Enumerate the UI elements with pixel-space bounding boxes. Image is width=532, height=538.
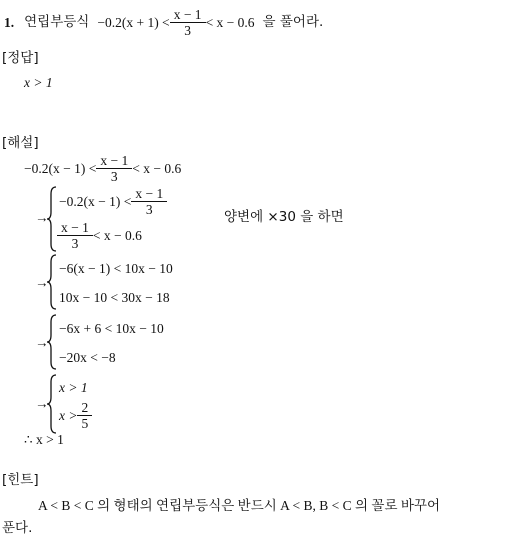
system1-b-frac-den: 3	[57, 235, 93, 251]
arrow-4: →	[35, 396, 49, 411]
brace-4	[46, 374, 58, 434]
solution-line1-left: −0.2(x − 1) <	[24, 161, 97, 177]
hint-label: [힌트]	[2, 472, 39, 488]
system4-line-a: x > 1	[59, 380, 88, 395]
system4-b-frac-den: 5	[77, 415, 92, 431]
system2-line-b: 10x − 10 < 30x − 18	[59, 290, 170, 305]
solution-line1-fraction	[98, 154, 130, 184]
system3-line-a: −6x + 6 < 10x − 10	[59, 321, 164, 336]
answer-label: [정답]	[2, 50, 39, 66]
solution-line1-frac-num: x − 1	[100, 152, 129, 168]
system1-a-fraction	[133, 187, 165, 217]
system1-line-b	[57, 220, 142, 252]
problem-fraction	[172, 8, 204, 38]
brace-3	[46, 314, 58, 370]
problem-right-expr: < x − 0.6	[205, 15, 255, 31]
system4-b-fraction	[79, 401, 90, 431]
hint-line-1: A < B < C 의 형태의 연립부등식은 반드시 A < B, B < C 의 꼴로 바꾸어	[38, 498, 441, 513]
system1-line-a	[59, 186, 167, 218]
problem-suffix: 을 풀어라.	[262, 14, 324, 31]
problem-frac-num: x − 1	[173, 6, 202, 22]
system1-b-fraction	[59, 221, 91, 251]
system1-a-frac-den: 3	[131, 201, 167, 217]
hint-line-2: 푼다.	[2, 520, 33, 536]
arrow-1: →	[35, 210, 49, 225]
problem-number: 1.	[4, 15, 15, 31]
solution-line1-right: < x − 0.6	[132, 161, 182, 177]
system4-b-left: x >	[59, 408, 78, 424]
solution-label: [해설]	[2, 135, 39, 151]
system1-note: 양변에 ×30 을 하면	[224, 209, 344, 225]
system1-b-right: < x − 0.6	[92, 228, 142, 244]
system3-line-b: −20x < −8	[59, 350, 116, 365]
system4-line-b	[59, 398, 92, 434]
problem-left-expr: −0.2(x + 1) <	[97, 15, 170, 31]
solution-line1	[24, 150, 181, 188]
problem-statement	[4, 8, 323, 38]
system1-a-frac-num: x − 1	[135, 185, 164, 201]
brace-2	[46, 254, 58, 310]
therefore-line: ∴ x > 1	[24, 432, 64, 447]
problem-frac-den: 3	[170, 22, 206, 38]
system4-b-frac-num: 2	[81, 399, 89, 415]
arrow-2: →	[35, 275, 49, 290]
system1-b-frac-num: x − 1	[61, 219, 89, 235]
solution-line1-frac-den: 3	[96, 168, 132, 184]
problem-prefix: 연립부등식	[24, 14, 90, 31]
answer-value: x > 1	[24, 75, 53, 90]
arrow-3: →	[35, 335, 49, 350]
system1-a-left: −0.2(x − 1) <	[59, 194, 132, 210]
system2-line-a: −6(x − 1) < 10x − 10	[59, 261, 173, 276]
